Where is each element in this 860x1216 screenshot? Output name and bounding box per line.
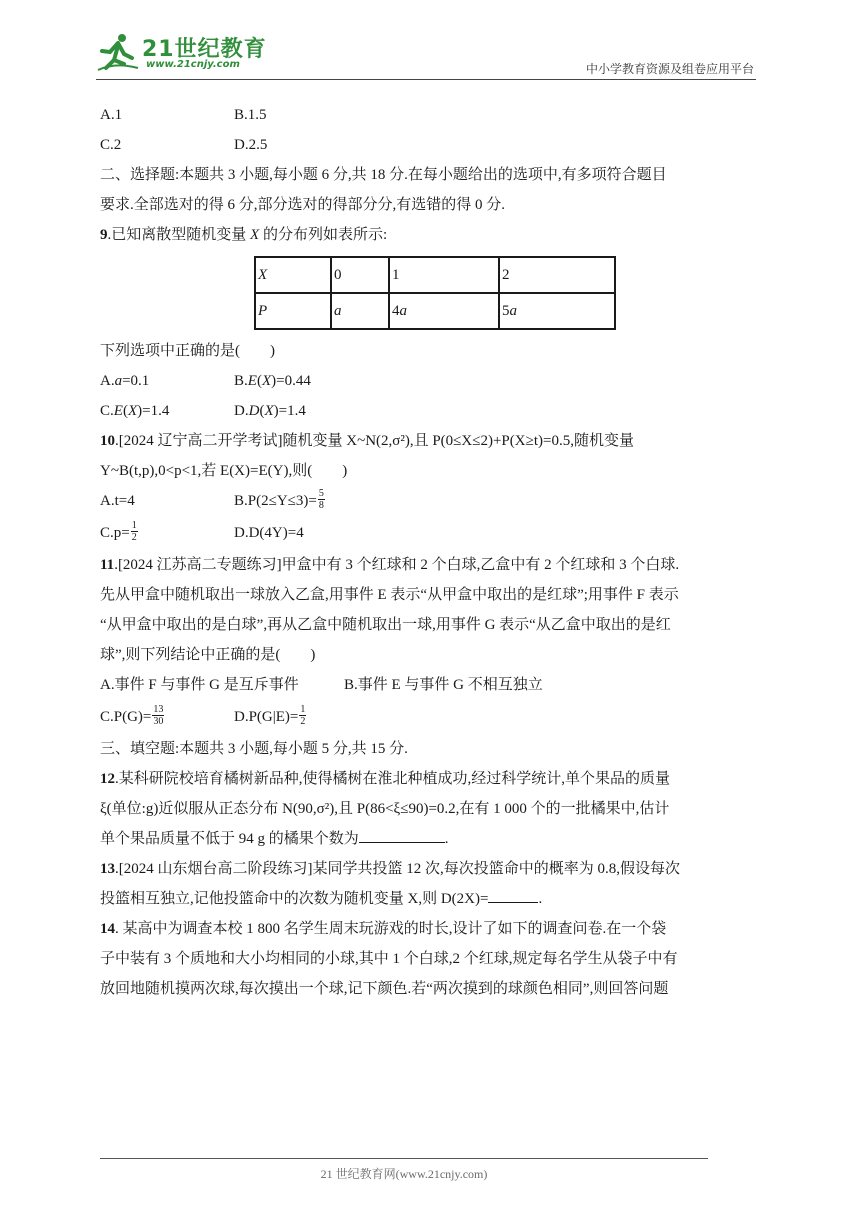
q10-option-a: A.t=4 [100,493,135,509]
brand-logo [96,26,296,78]
table-cell: 2 [499,257,615,293]
section3-heading: 三、填空题:本题共 3 小题,每小题 5 分,共 15 分. [100,741,408,757]
table-cell: P [255,293,331,329]
q12-number: 12 [100,771,115,787]
q12-stem-line1 [100,764,764,794]
table-cell: X [255,257,331,293]
q11-option-d: D.P(G|E)= $\frac{1}{2}$ [234,704,306,728]
fraction: $\frac{1}{2}$ [131,520,137,544]
q13-stem-text: .[2024 山东烟台高二阶段练习]某同学共投篮 12 次,每次投篮命中的概率为 0.8,假设每次 [115,861,680,877]
q8-option-d: D.2.5 [234,137,268,153]
cell-var: a [399,303,407,319]
q13-stem-line2 [100,884,764,914]
q11-option-a: A.事件 F 与事件 G 是互斥事件 [100,677,299,693]
q14-stem-line3: 放回地随机摸两次球,每次摸出一个球,记下颜色.若“两次摸到的球颜色相同”,则回答问题 [100,981,669,997]
q10-option-b: B.P(2≤Y≤3)= $\frac{5}{8}$ [234,488,324,512]
fraction: $\frac{1}{2}$ [300,704,306,728]
page-content [100,100,764,1004]
q10-number: 10 [100,433,115,449]
q11-number: 11 [100,557,115,573]
q9-options-row-2 [100,396,764,426]
table-row [255,257,615,293]
q9-stem [100,220,764,250]
q10-option-c: C.p= $\frac{1}{2}$ [100,520,137,544]
q14-stem-line2: 子中装有 3 个质地和大小均相同的小球,其中 1 个白球,2 个红球,规定每名学生从袋子中有 [100,951,678,967]
q13-stem-text-end: 投篮相互独立,记他投篮命中的次数为随机变量 X,则 D(2X)= [100,891,489,907]
table-row [255,293,615,329]
section2-heading-line1: 二、选择题:本题共 3 小题,每小题 6 分,共 18 分.在每小题给出的选项中,有多项符合题目 [100,167,667,183]
table-cell [499,293,615,329]
q11-stem-line3: “从甲盒中取出的是白球”,再从乙盒中随机取出一球,用事件 G 表示“从乙盒中取出的是红 [100,617,671,633]
q8-options-row-1 [100,100,764,130]
q9-option-c: C.E(X)=1.4 [100,403,170,419]
q11-stem-line2: 先从甲盒中随机取出一球放入乙盒,用事件 E 表示“从甲盒中取出的是红球”;用事件 F 表示 [100,587,679,603]
q8-option-c: C.2 [100,137,122,153]
q10-stem-line1 [100,426,764,456]
q11-options-row-1 [100,670,764,700]
q10-stem-line2: Y~B(t,p),0<p<1,若 E(X)=E(Y),则( ) [100,463,348,479]
q12-stem-line2: ξ(单位:g)近似服从正态分布 N(90,σ²),且 P(86<ξ≤90)=0.2,在有 1 000 个的一批橘果中,估计 [100,801,670,817]
q12-answer-blank[interactable] [359,826,445,843]
q8-options-row-2 [100,130,764,160]
q11-stem-text: .[2024 江苏高二专题练习]甲盒中有 3 个红球和 2 个白球,乙盒中有 2 个红球和 3 个白球. [114,557,680,573]
distribution-table [254,256,616,330]
q10-option-d: D.D(4Y)=4 [234,525,304,541]
q9-var: X [250,227,260,243]
runner-icon [96,32,140,72]
q13-period: . [538,891,543,907]
q12-period: . [444,831,449,847]
q11-option-b: B.事件 E 与事件 G 不相互独立 [344,677,543,693]
q9-number: 9 [100,227,108,243]
fraction: $\frac{13}{30}$ [153,704,164,728]
section2-heading-line2: 要求.全部选对的得 6 分,部分选对的得部分分,有选错的得 0 分. [100,197,506,213]
q9-option-a: A.a=0.1 [100,373,150,389]
fraction: $\frac{5}{8}$ [318,488,324,512]
q13-stem-line1 [100,854,764,884]
q10-options-row-1 [100,486,764,516]
q9-option-d: D.D(X)=1.4 [234,403,306,419]
q9-prompt: 下列选项中正确的是( ) [100,343,275,359]
q8-option-a: A.1 [100,107,123,123]
cell-coef: 5 [502,303,510,319]
logo-text: 21世纪教育 [142,37,267,62]
q11-stem-line4: 球”,则下列结论中正确的是( ) [100,647,316,663]
q12-stem-line3 [100,824,764,854]
header-tagline: 中小学教育资源及组卷应用平台 [585,62,754,76]
page-header [96,26,756,78]
logo-url: www.21cnjy.com [146,59,240,70]
q14-stem-line1 [100,914,764,944]
q13-answer-blank[interactable] [488,886,538,903]
footer-divider [100,1158,708,1159]
q11-option-c: C.P(G)= $\frac{13}{30}$ [100,704,164,728]
q14-number: 14 [100,921,115,937]
q9-option-b: B.E(X)=0.44 [234,373,311,389]
q12-stem-text-end: 单个果品质量不低于 94 g 的橘果个数为 [100,831,359,847]
q11-options-row-2 [100,700,764,734]
cell-var: a [509,303,517,319]
table-cell: 0 [331,257,389,293]
q12-stem-text: .某科研院校培育橘树新品种,使得橘树在淮北种植成功,经过科学统计,单个果品的质量 [115,771,671,787]
table-cell: a [331,293,389,329]
q9-options-row-1 [100,366,764,396]
q10-stem-text: .[2024 辽宁高二开学考试]随机变量 X~N(2,σ²),且 P(0≤X≤2)+P(X≥t)=0.5,随机变量 [115,433,634,449]
header-divider [96,79,756,80]
q13-number: 13 [100,861,115,877]
table-cell [389,293,499,329]
q14-stem-text: . 某高中为调查本校 1 800 名学生周末玩游戏的时长,设计了如下的调查问卷.在一个袋 [115,921,667,937]
q8-option-b: B.1.5 [234,107,267,123]
cell-coef: 4 [392,303,400,319]
q9-stem-text-end: 的分布列如表所示: [259,227,388,243]
table-cell: 1 [389,257,499,293]
q11-stem-line1 [100,550,764,580]
page-footer: 21 世纪教育网(www.21cnjy.com) [320,1167,488,1181]
q9-stem-text: .已知离散型随机变量 [107,227,251,243]
q10-options-row-2 [100,516,764,550]
